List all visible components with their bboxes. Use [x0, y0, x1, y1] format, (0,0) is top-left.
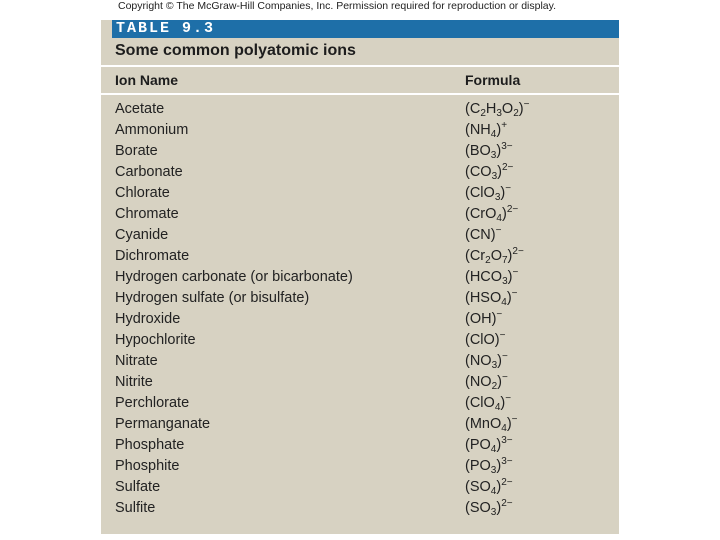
ion-name: Borate	[115, 143, 158, 159]
formula-text: )	[496, 479, 502, 495]
column-header-ion-name: Ion Name	[115, 72, 179, 88]
formula-subscript: 3	[490, 507, 497, 518]
formula-charge: −	[502, 372, 508, 383]
ion-name: Nitrite	[115, 374, 153, 390]
ion-name: Phosphate	[115, 437, 185, 453]
formula-charge: 2−	[506, 204, 519, 215]
ion-name: Perchlorate	[115, 395, 190, 411]
formula-text: (Cr	[465, 248, 486, 264]
ion-formula	[465, 269, 518, 285]
table-row	[101, 372, 619, 393]
formula-charge: 2−	[501, 498, 513, 509]
formula-subscript: 2	[485, 255, 491, 266]
formula-text: )	[506, 290, 512, 306]
formula-text: (HCO	[465, 269, 503, 285]
formula-charge: −	[495, 225, 502, 236]
table-row	[101, 414, 619, 435]
formula-text: )	[507, 269, 513, 285]
table-panel	[101, 20, 619, 534]
column-header-formula: Formula	[465, 72, 521, 88]
table-row	[101, 477, 619, 498]
table-row	[101, 351, 619, 372]
table-row	[101, 99, 619, 120]
formula-charge: 2−	[502, 162, 514, 173]
formula-text: (ClO	[465, 395, 495, 411]
formula-text: O	[490, 248, 502, 264]
table-number-text: TABLE 9.3	[116, 20, 216, 37]
table-row	[101, 267, 619, 288]
formula-text: )	[496, 122, 502, 138]
formula-text: )	[496, 143, 502, 159]
formula-charge: −	[505, 393, 512, 404]
ion-name: Cyanide	[115, 227, 169, 243]
formula-charge: −	[511, 288, 518, 299]
formula-text: )	[500, 395, 506, 411]
formula-charge: 2−	[512, 246, 524, 257]
formula-subscript: 3	[491, 171, 498, 182]
formula-text: (SO	[465, 500, 491, 516]
table-body	[101, 99, 619, 519]
ion-name: Hypochlorite	[115, 332, 196, 348]
ion-name: Acetate	[115, 101, 165, 117]
formula-charge: 3−	[501, 435, 513, 446]
formula-charge: 3−	[501, 141, 513, 152]
formula-text: )	[497, 164, 502, 180]
table-row	[101, 183, 619, 204]
formula-subscript: 3	[490, 465, 497, 476]
formula-text: )	[497, 374, 502, 390]
ion-formula	[465, 227, 501, 243]
formula-subscript: 3	[494, 192, 501, 203]
ion-name: Hydroxide	[115, 311, 181, 327]
formula-text: )	[496, 500, 502, 516]
formula-text: (PO	[465, 437, 491, 453]
formula-charge: 2−	[501, 477, 513, 488]
ion-formula	[465, 332, 505, 348]
formula-text: (CN)	[465, 227, 496, 243]
formula-text: )	[500, 185, 506, 201]
formula-charge: −	[512, 267, 519, 278]
divider-top	[101, 65, 619, 67]
ion-formula	[465, 395, 511, 411]
table-row	[101, 309, 619, 330]
formula-charge: −	[499, 330, 506, 341]
formula-text: (NO	[465, 353, 492, 369]
formula-text: )	[506, 416, 512, 432]
formula-text: (BO	[465, 143, 491, 159]
formula-subscript: 3	[490, 150, 497, 161]
ion-formula	[465, 185, 511, 201]
formula-subscript: 2	[491, 381, 498, 392]
formula-text: (PO	[465, 458, 491, 474]
formula-text: O	[501, 101, 514, 117]
formula-subscript: 4	[490, 129, 497, 140]
table-row	[101, 246, 619, 267]
formula-subscript: 4	[494, 402, 501, 413]
table-row	[101, 141, 619, 162]
formula-charge: −	[496, 309, 503, 320]
formula-text: )	[518, 101, 524, 117]
ion-formula	[465, 290, 518, 306]
table-row	[101, 456, 619, 477]
formula-charge: −	[523, 99, 530, 110]
formula-text: )	[497, 353, 502, 369]
ion-name: Carbonate	[115, 164, 183, 180]
ion-name: Ammonium	[115, 122, 189, 138]
formula-text: (OH)	[465, 311, 497, 327]
ion-formula	[465, 416, 518, 432]
ion-name: Chromate	[115, 206, 179, 222]
ion-formula	[465, 143, 513, 159]
formula-text: (NH	[465, 122, 491, 138]
ion-name: Permanganate	[115, 416, 211, 432]
ion-formula	[465, 122, 507, 138]
ion-name: Phosphite	[115, 458, 180, 474]
formula-text: (CrO	[465, 206, 497, 222]
formula-charge: −	[511, 414, 518, 425]
formula-text: (ClO)	[465, 332, 500, 348]
table-row	[101, 330, 619, 351]
table-row	[101, 498, 619, 519]
formula-text: (SO	[465, 479, 491, 495]
ion-name: Hydrogen carbonate (or bicarbonate)	[115, 269, 353, 285]
formula-charge: 3−	[501, 456, 513, 467]
formula-subscript: 4	[501, 423, 507, 434]
ion-name: Dichromate	[115, 248, 190, 264]
formula-text: )	[496, 458, 502, 474]
ion-name: Sulfite	[115, 500, 156, 516]
formula-text: (C	[465, 101, 481, 117]
ion-formula	[465, 311, 502, 327]
ion-formula	[465, 500, 513, 516]
formula-subscript: 7	[501, 255, 508, 266]
table-title: Some common polyatomic ions	[115, 42, 356, 59]
formula-subscript: 4	[490, 444, 497, 455]
ion-formula	[465, 437, 513, 453]
ion-formula	[465, 374, 508, 390]
ion-formula	[465, 353, 508, 369]
formula-text: H	[485, 101, 497, 117]
formula-text: (MnO	[465, 416, 502, 432]
formula-text: (NO	[465, 374, 492, 390]
formula-text: (HSO	[465, 290, 502, 306]
ion-formula	[465, 479, 513, 495]
formula-subscript: 4	[490, 486, 497, 497]
table-row	[101, 120, 619, 141]
ion-formula	[465, 101, 529, 117]
formula-subscript: 4	[501, 297, 507, 308]
table-row	[101, 225, 619, 246]
table-row	[101, 162, 619, 183]
formula-charge: −	[502, 351, 508, 362]
ion-formula	[465, 164, 513, 180]
divider-header	[101, 93, 619, 95]
formula-text: (CO	[465, 164, 492, 180]
ion-name: Chlorate	[115, 185, 170, 201]
formula-subscript: 4	[496, 213, 502, 224]
table-number-label	[112, 20, 619, 38]
formula-charge: −	[505, 183, 512, 194]
formula-subscript: 2	[480, 108, 486, 119]
ion-name: Nitrate	[115, 353, 158, 369]
formula-text: )	[496, 437, 502, 453]
formula-subscript: 3	[491, 360, 498, 371]
formula-charge: +	[501, 120, 508, 131]
table-row	[101, 435, 619, 456]
ion-name: Sulfate	[115, 479, 161, 495]
table-row	[101, 288, 619, 309]
formula-subscript: 3	[502, 276, 508, 287]
ion-formula	[465, 206, 518, 222]
table-row	[101, 204, 619, 225]
formula-text: (ClO	[465, 185, 495, 201]
formula-text: )	[501, 206, 507, 222]
copyright-notice: Copyright © The McGraw-Hill Companies, Inc. Permission required for reproduction or display.	[118, 0, 557, 12]
table-row	[101, 393, 619, 414]
formula-subscript: 2	[513, 108, 519, 119]
formula-text: )	[507, 248, 513, 264]
ion-formula	[465, 458, 513, 474]
ion-name: Hydrogen sulfate (or bisulfate)	[115, 290, 310, 306]
formula-subscript: 3	[496, 108, 502, 119]
ion-formula	[465, 248, 524, 264]
